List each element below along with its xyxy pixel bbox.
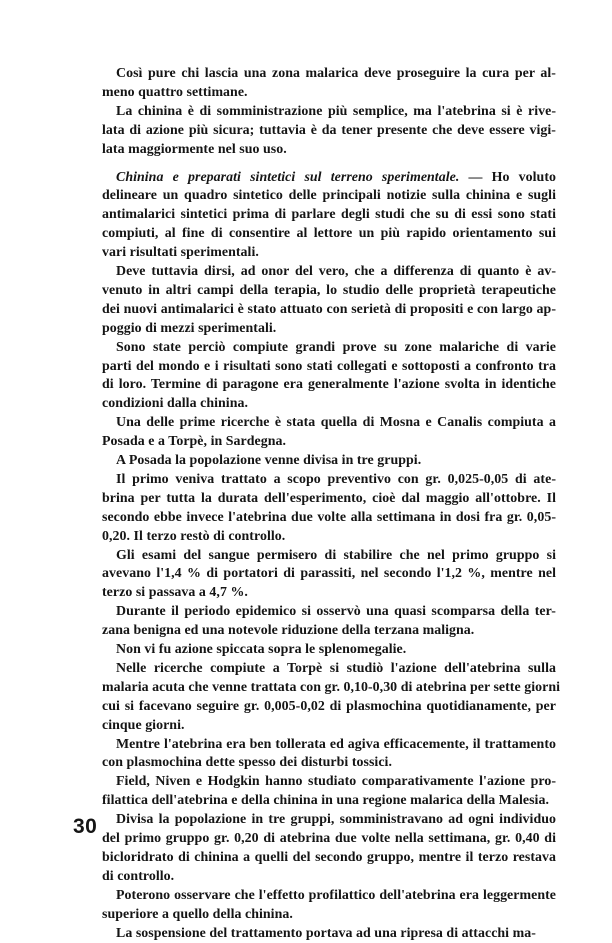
text-line: Deve tuttavia dirsi, ad onor del vero, che a differenza di quanto è av-: [116, 264, 556, 279]
text-line: Nelle ricerche compiute a Torpè si studiò l'azione dell'atebrina sulla: [116, 660, 556, 676]
text-line: superiore a quello della chinina.: [102, 906, 293, 922]
text-line: zana benigna ed una notevole riduzione della terzana maligna.: [102, 623, 475, 639]
text-line: Durante il periodo epidemico si osservò una quasi scomparsa della ter-: [116, 604, 556, 620]
section-heading-line: [116, 168, 556, 187]
text-line: terzo si passava a 4,7 %.: [102, 585, 248, 601]
text-line: A Posada la popolazione venne divisa in tre gruppi.: [116, 453, 422, 468]
text-line: vari risultati sperimentali.: [102, 245, 259, 261]
text-line: delineare un quadro sintetico delle principali notizie sulla chinina e sugli: [102, 188, 556, 204]
text-line: Poterono osservare che l'effetto profilattico dell'atebrina era leggermente: [116, 887, 556, 903]
text-line: Una delle prime ricerche è stata quella di Mosna e Canalis compiuta a: [116, 415, 556, 431]
text-line: Non vi fu azione spiccata sopra le splenomegalie.: [116, 642, 407, 657]
text-line: La sospensione del trattamento portava ad una ripresa di attacchi ma-: [116, 925, 536, 941]
text-line: condizioni dalla chinina.: [102, 396, 248, 412]
text-line: malaria acuta che venne trattata con gr. 0,10-0,30 di atebrina per sette giorni: [102, 679, 561, 695]
page-number: 30: [73, 815, 98, 838]
text-line: Mentre l'atebrina era ben tollerata ed agiva efficacemente, il trattamento: [116, 736, 556, 752]
text-line: La chinina è di somministrazione più semplice, ma l'atebrina si è rive-: [116, 103, 556, 119]
text-line: cinque giorni.: [102, 717, 185, 733]
text-line: brina per tutta la durata dell'esperimento, cioè dal maggio all'ottobre. Il: [102, 490, 556, 506]
text-line: lata di azione più sicura; tuttavia è da tener presente che deve essere vigi-: [102, 122, 556, 138]
text-line: dei nuovi antimalarici è stato attuato con serietà di propositi e con largo ap-: [102, 301, 556, 317]
text-line: secondo ebbe invece l'atebrina due volte alla settimana in dosi fra gr. 0,05-: [102, 509, 556, 525]
text-line: con plasmochina dette spesso dei disturbi tossici.: [102, 755, 392, 771]
text-line: Field, Niven e Hodgkin hanno studiato comparativamente l'azione pro-: [116, 774, 556, 790]
text-line: Il primo veniva trattato a scopo preventivo con gr. 0,025-0,05 di ate-: [116, 471, 556, 487]
text-line: cui si facevano seguire gr. 0,005-0,02 di plasmochina quotidianamente, per: [102, 698, 556, 714]
text-line: antimalarici sintetici prima di parlare degli studi che su di essi sono stati: [102, 207, 556, 223]
text-line: avevano l'1,4 % di portatori di parassiti, nel secondo l'1,2 %, mentre nel: [102, 566, 556, 582]
section-heading: Chinina e preparati sintetici sul terreno sperimentale.: [116, 169, 460, 185]
text-line: compiuti, al fine di consentire al lettore un più rapido orientamento sui: [102, 226, 556, 242]
text-line: Posada e a Torpè, in Sardegna.: [102, 434, 287, 450]
text-line: di controllo.: [102, 868, 175, 884]
text-line: meno quattro settimane.: [102, 84, 248, 100]
text-line: bicloridrato di chinina a quelli del secondo gruppo, mentre il terzo restava: [102, 849, 556, 865]
text-line: filattica dell'atebrina e della chinina in una regione malarica della Malesia.: [102, 793, 549, 809]
text-line: 0,20. Il terzo restò di controllo.: [102, 528, 286, 544]
text-line: parti del mondo e i risultati sono stati collegati e sottoposti a confronto tra: [102, 358, 556, 374]
text-line: venuto in altri campi della terapia, lo studio delle proprietà terapeutiche: [102, 282, 556, 298]
text-line: Così pure chi lascia una zona malarica deve proseguire la cura per al-: [116, 66, 556, 81]
text-line: di loro. Termine di paragone era generalmente l'azione svolta in identiche: [102, 377, 556, 393]
text-line: del primo gruppo gr. 0,20 di atebrina due volte nella settimana, gr. 0,40 di: [102, 831, 556, 846]
text-line: Gli esami del sangue permisero di stabilire che nel primo gruppo si: [116, 547, 556, 563]
text-line: poggio di mezzi sperimentali.: [102, 320, 277, 336]
text-line: Divisa la popolazione in tre gruppi, somministravano ad ogni individuo: [116, 812, 556, 828]
text-line: Sono state perciò compiute grandi prove su zone malariche di varie: [116, 339, 556, 355]
text-line: lata maggiormente nel suo uso.: [102, 141, 287, 157]
text-fragment: — Ho voluto: [459, 169, 556, 185]
